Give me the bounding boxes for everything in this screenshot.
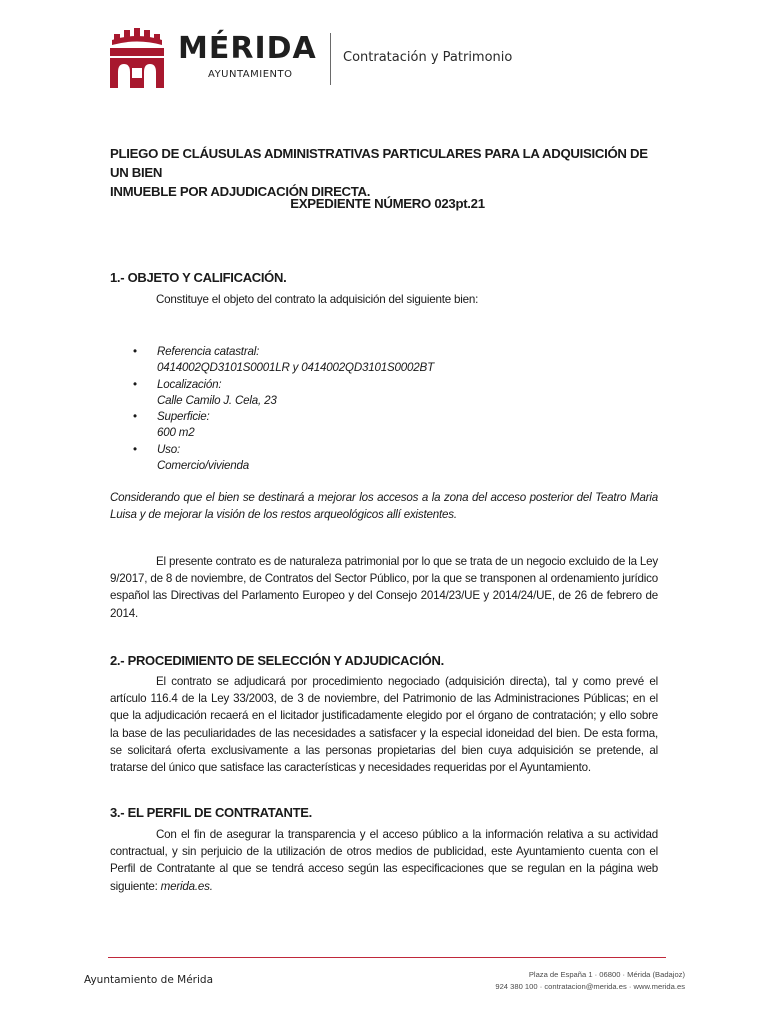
section-1-intro: Constituye el objeto del contrato la adquisición del siguiente bien: [156, 293, 479, 306]
footer-address [470, 969, 685, 993]
list-item: Calle Camilo J. Cela, 23 [157, 393, 277, 407]
list-item: • Localización: [133, 377, 434, 393]
section-3-heading: 3.- EL PERFIL DE CONTRATANTE. [110, 805, 312, 820]
nature-paragraph: El presente contrato es de naturaleza patrimonial por lo que se trata de un negocio excluido de la Ley 9/2017, de 8 de noviembre, de Contratos del Sector Público, por la que se transponen al ordenamiento jurídico español las Directivas del Parlamento Europeo y del Consejo 2014/23/UE y 2014/24/UE, de 26 de febrero de 2014. [110, 555, 658, 620]
footer-divider [108, 957, 666, 958]
consideration-paragraph: Considerando que el bien se destinará a mejorar los accesos a la zona del acceso posterior del Teatro Maria Luisa y de mejorar la visión de los restos arqueológicos allí existentes. [110, 491, 658, 522]
section-3-body [110, 826, 658, 895]
city-emblem-icon [108, 28, 166, 90]
brand-subtitle: AYUNTAMIENTO [208, 69, 293, 80]
bullet-icon: • [133, 377, 137, 391]
list-item: • Referencia catastral: [133, 344, 434, 360]
website-link[interactable]: merida.es. [160, 879, 213, 893]
department-name: Contratación y Patrimonio [343, 50, 513, 65]
footer-address-line-1: Plaza de España 1 · 06800 · Mérida (Badajoz) [528, 970, 685, 979]
list-item: 0414002QD3101S0001LR y 0414002QD3101S0002BT [157, 361, 434, 375]
section-3-text: Con el fin de asegurar la transparencia y el acceso público a la información relativa a su actividad contractual, y sin perjuicio de la utilización de otros medios de publicidad, este Ayuntamiento cuenta con el Perfil de Contratante al que se tendrá acceso según las especificaciones que se regulan en la página web siguiente: [110, 828, 658, 893]
bullet-icon: • [133, 345, 137, 358]
footer-address-line-2: 924 380 100 · contratacion@merida.es · www.merida.es [495, 982, 685, 991]
list-item: • Uso: [133, 442, 434, 458]
bullet-icon: • [133, 410, 137, 424]
list-item: • Superficie: [133, 409, 434, 425]
section-1-heading: 1.- OBJETO Y CALIFICACIÓN. [110, 270, 287, 285]
section-2-heading: 2.- PROCEDIMIENTO DE SELECCIÓN Y ADJUDICACIÓN. [110, 653, 444, 668]
list-item: Comercio/vivienda [157, 459, 249, 473]
section-2-body: El contrato se adjudicará por procedimiento negociado (adquisición directa), tal y como prevé el artículo 116.4 de la Ley 33/2003, de 3 de noviembre, del Patrimonio de las Administraciones Públicas; en el que la adjudicación recaerá en el licitador justificadamente elegido por el órgano de contratación; y ello sobre la base de las peculiaridades de las necesidades a satisfacer y la especial idoneidad del bien. De esta forma, se solicitará oferta exclusivamente a las personas propietarias del bien cuya adquisición se pretende, al tratarse del único que satisface las características y necesidades requeridas por el Ayuntamiento. [110, 675, 658, 775]
document-title [110, 144, 665, 201]
property-details-list [133, 344, 434, 474]
title-line-2: INMUEBLE POR ADJUDICACIÓN DIRECTA. [110, 184, 371, 199]
header-divider [330, 33, 331, 85]
expediente-number: EXPEDIENTE NÚMERO 023pt.21 [290, 196, 485, 211]
title-line-1: PLIEGO DE CLÁUSULAS ADMINISTRATIVAS PARTICULARES PARA LA ADQUISICIÓN DE UN BIEN [110, 146, 648, 180]
bullet-icon: • [133, 442, 137, 456]
footer-organization: Ayuntamiento de Mérida [84, 974, 213, 986]
brand-name: MÉRIDA [178, 31, 317, 66]
list-item: 600 m2 [157, 426, 195, 440]
